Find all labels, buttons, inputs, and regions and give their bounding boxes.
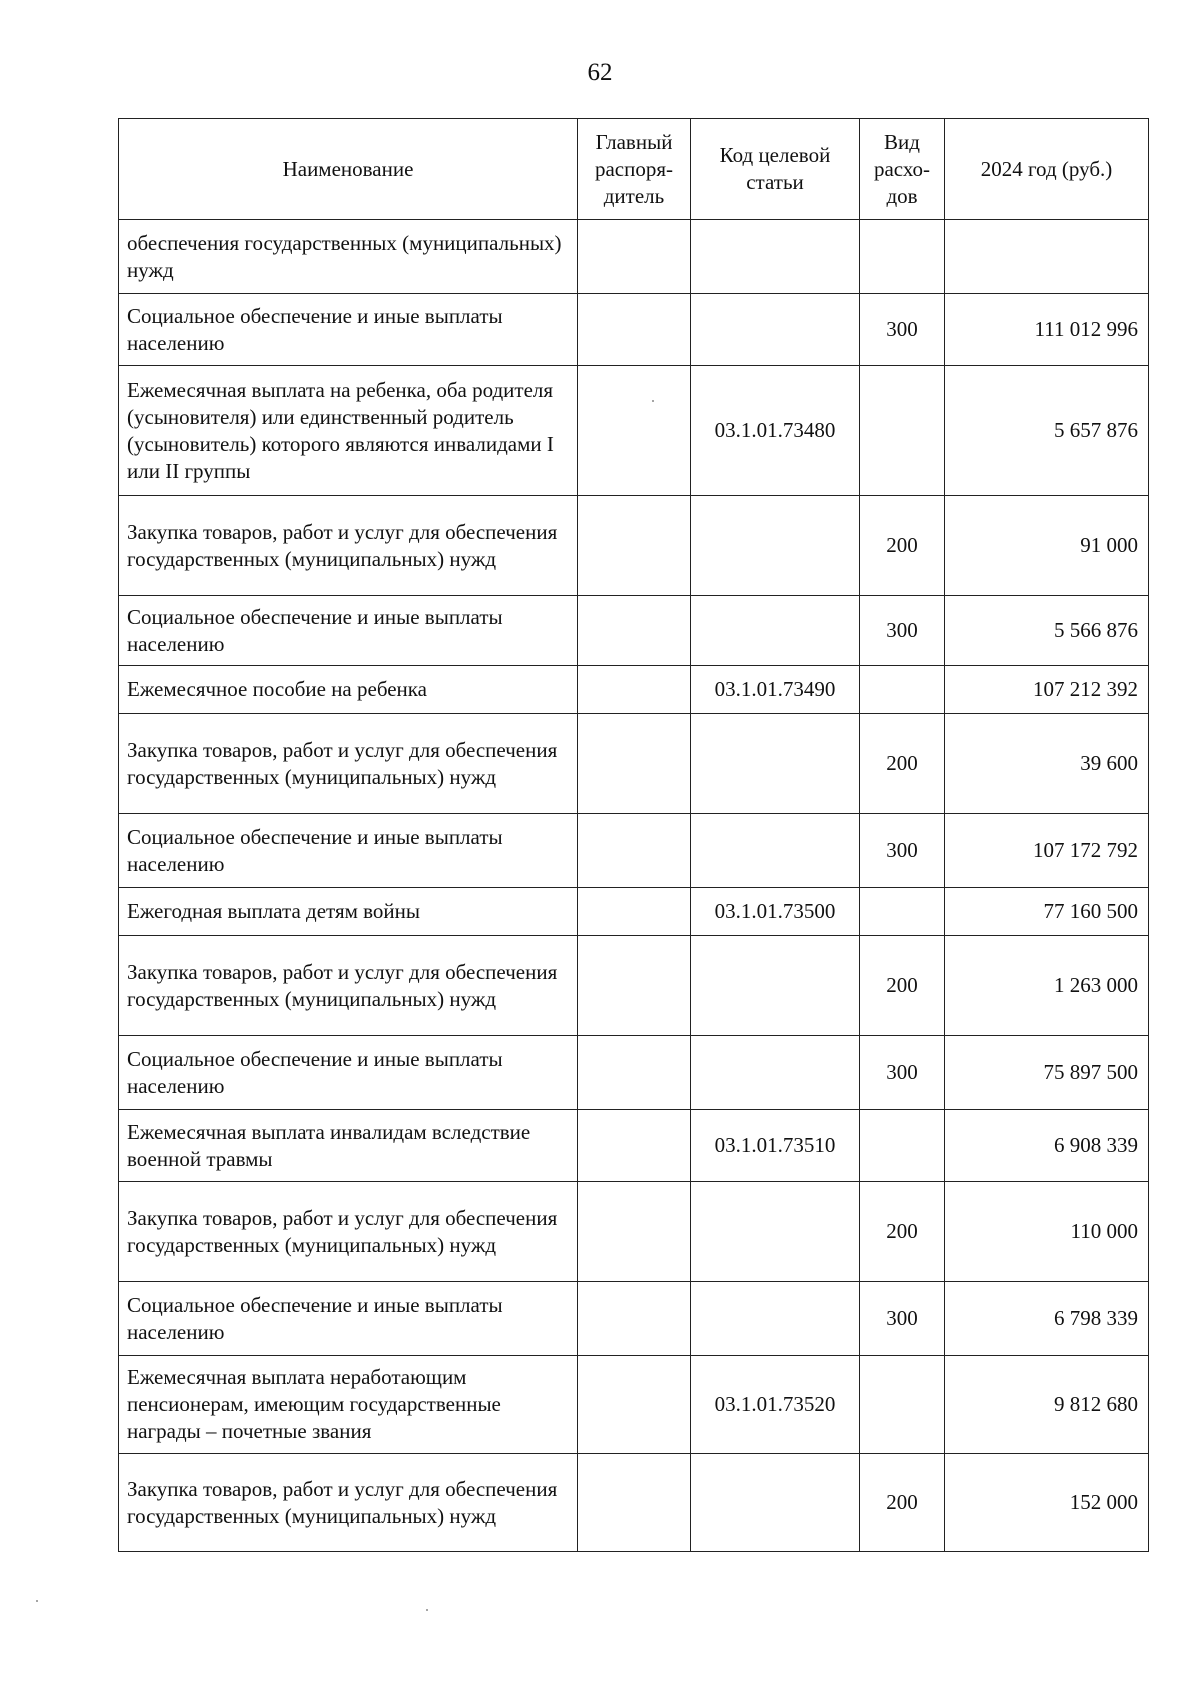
cell-target-code: [691, 496, 860, 596]
cell-expense-type: 200: [860, 496, 945, 596]
cell-name: Социальное обеспечение и иные выплаты населению: [119, 294, 578, 366]
cell-name: обеспечения государственных (муниципальных) нужд: [119, 220, 578, 294]
cell-expense-type: [860, 888, 945, 936]
cell-amount-2024: 111 012 996: [945, 294, 1149, 366]
cell-name: Социальное обеспечение и иные выплаты населению: [119, 1036, 578, 1110]
cell-amount-2024: 91 000: [945, 496, 1149, 596]
cell-amount-2024: 75 897 500: [945, 1036, 1149, 1110]
cell-expense-type: [860, 366, 945, 496]
cell-name: Закупка товаров, работ и услуг для обеспечения государственных (муниципальных) нужд: [119, 1454, 578, 1552]
cell-target-code: [691, 294, 860, 366]
cell-amount-2024: 107 172 792: [945, 814, 1149, 888]
cell-expense-type: 200: [860, 1182, 945, 1282]
table-header-row: [119, 119, 1149, 220]
cell-grbs: [578, 220, 691, 294]
cell-expense-type: [860, 1110, 945, 1182]
cell-expense-type: [860, 220, 945, 294]
cell-name: Социальное обеспечение и иные выплаты населению: [119, 1282, 578, 1356]
cell-expense-type: [860, 1356, 945, 1454]
table-row: [119, 1036, 1149, 1110]
cell-grbs: [578, 814, 691, 888]
cell-target-code: 03.1.01.73480: [691, 366, 860, 496]
cell-grbs: [578, 936, 691, 1036]
table-row: [119, 220, 1149, 294]
cell-target-code: 03.1.01.73490: [691, 666, 860, 714]
cell-target-code: [691, 596, 860, 666]
cell-amount-2024: 9 812 680: [945, 1356, 1149, 1454]
cell-name: Социальное обеспечение и иные выплаты населению: [119, 814, 578, 888]
cell-amount-2024: 5 657 876: [945, 366, 1149, 496]
cell-target-code: [691, 714, 860, 814]
cell-target-code: [691, 1282, 860, 1356]
header-code: Код целевой статьи: [691, 119, 860, 220]
cell-amount-2024: 110 000: [945, 1182, 1149, 1282]
cell-expense-type: 300: [860, 294, 945, 366]
cell-amount-2024: 6 908 339: [945, 1110, 1149, 1182]
cell-amount-2024: 107 212 392: [945, 666, 1149, 714]
cell-target-code: [691, 220, 860, 294]
cell-expense-type: [860, 666, 945, 714]
table-row: [119, 666, 1149, 714]
table-row: [119, 596, 1149, 666]
cell-target-code: 03.1.01.73500: [691, 888, 860, 936]
table-row: [119, 366, 1149, 496]
scan-speck: [36, 1600, 38, 1602]
cell-grbs: [578, 714, 691, 814]
cell-amount-2024: [945, 220, 1149, 294]
cell-grbs: [578, 366, 691, 496]
cell-grbs: [578, 1282, 691, 1356]
cell-amount-2024: 6 798 339: [945, 1282, 1149, 1356]
cell-name: Закупка товаров, работ и услуг для обеспечения государственных (муниципальных) нужд: [119, 714, 578, 814]
cell-target-code: [691, 1182, 860, 1282]
cell-amount-2024: 152 000: [945, 1454, 1149, 1552]
table-row: [119, 1110, 1149, 1182]
cell-grbs: [578, 294, 691, 366]
scan-speck: [426, 1609, 428, 1611]
cell-grbs: [578, 666, 691, 714]
cell-name: Ежемесячная выплата инвалидам вследствие военной травмы: [119, 1110, 578, 1182]
header-name: Наименование: [119, 119, 578, 220]
cell-name: Ежемесячная выплата неработающим пенсионерам, имеющим государственные награды – почетные звания: [119, 1356, 578, 1454]
cell-target-code: [691, 936, 860, 1036]
header-grbs: Главный распоря-дитель: [578, 119, 691, 220]
cell-grbs: [578, 1182, 691, 1282]
budget-table: [118, 118, 1149, 1552]
cell-expense-type: 200: [860, 1454, 945, 1552]
cell-name: Ежемесячное пособие на ребенка: [119, 666, 578, 714]
cell-amount-2024: 39 600: [945, 714, 1149, 814]
cell-grbs: [578, 1110, 691, 1182]
table-row: [119, 1182, 1149, 1282]
table-row: [119, 1454, 1149, 1552]
page-number: 62: [587, 59, 613, 86]
cell-grbs: [578, 596, 691, 666]
cell-amount-2024: 77 160 500: [945, 888, 1149, 936]
table-row: [119, 294, 1149, 366]
cell-target-code: 03.1.01.73520: [691, 1356, 860, 1454]
table-row: [119, 496, 1149, 596]
cell-expense-type: 300: [860, 1036, 945, 1110]
cell-target-code: [691, 1036, 860, 1110]
table-row: [119, 936, 1149, 1036]
table-row: [119, 814, 1149, 888]
table-body: [119, 220, 1149, 1552]
scan-speck: [652, 400, 654, 402]
header-type: Вид расхо-дов: [860, 119, 945, 220]
table-row: [119, 1356, 1149, 1454]
cell-grbs: [578, 496, 691, 596]
cell-target-code: [691, 814, 860, 888]
cell-expense-type: 200: [860, 714, 945, 814]
cell-name: Ежегодная выплата детям войны: [119, 888, 578, 936]
cell-grbs: [578, 1356, 691, 1454]
cell-expense-type: 300: [860, 1282, 945, 1356]
cell-name: Ежемесячная выплата на ребенка, оба родителя (усыновителя) или единственный родитель (усыновитель) которого являются инвалидами I или II группы: [119, 366, 578, 496]
cell-expense-type: 300: [860, 814, 945, 888]
cell-target-code: [691, 1454, 860, 1552]
cell-name: Социальное обеспечение и иные выплаты населению: [119, 596, 578, 666]
cell-grbs: [578, 1454, 691, 1552]
cell-name: Закупка товаров, работ и услуг для обеспечения государственных (муниципальных) нужд: [119, 936, 578, 1036]
cell-target-code: 03.1.01.73510: [691, 1110, 860, 1182]
cell-expense-type: 200: [860, 936, 945, 1036]
cell-name: Закупка товаров, работ и услуг для обеспечения государственных (муниципальных) нужд: [119, 496, 578, 596]
cell-grbs: [578, 888, 691, 936]
cell-name: Закупка товаров, работ и услуг для обеспечения государственных (муниципальных) нужд: [119, 1182, 578, 1282]
cell-expense-type: 300: [860, 596, 945, 666]
header-amount: 2024 год (руб.): [945, 119, 1149, 220]
cell-grbs: [578, 1036, 691, 1110]
table-row: [119, 888, 1149, 936]
cell-amount-2024: 5 566 876: [945, 596, 1149, 666]
table-row: [119, 1282, 1149, 1356]
cell-amount-2024: 1 263 000: [945, 936, 1149, 1036]
table-row: [119, 714, 1149, 814]
